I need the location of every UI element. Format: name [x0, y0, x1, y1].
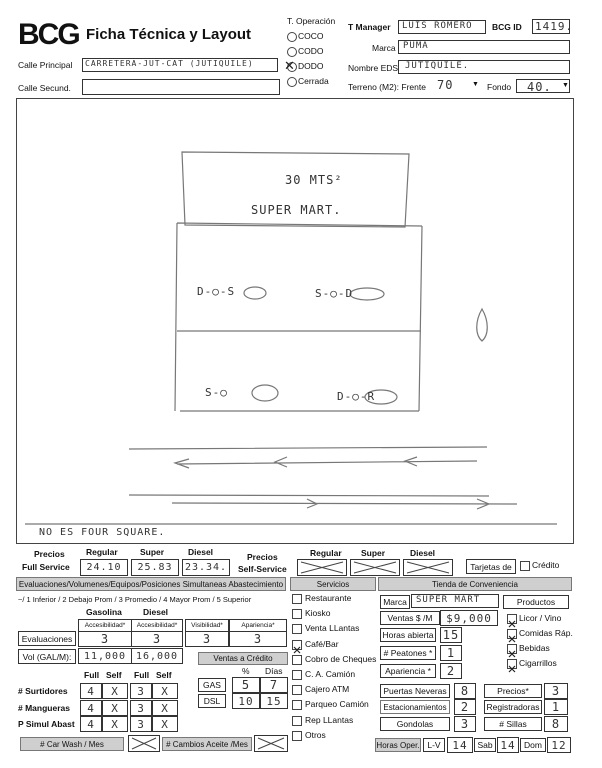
check-icon [508, 650, 516, 658]
self-col-regular: Regular [310, 548, 342, 558]
pump-label-2: S-○-D [315, 287, 354, 300]
bcg-id-field[interactable]: 1419. [532, 19, 570, 34]
simul-full-dsl[interactable]: 3 [130, 716, 152, 732]
apariencia-field[interactable]: 2 [440, 663, 462, 679]
gondolas-field[interactable]: 3 [454, 716, 476, 732]
store-marca-label: Marca [380, 595, 410, 609]
cambios-aceite-field[interactable] [254, 735, 288, 752]
radio-cerrada-label: Cerrada [298, 76, 329, 86]
precios-label: Precios* [484, 684, 542, 698]
service-checkbox[interactable] [292, 624, 302, 634]
marca-field[interactable]: PUMA [398, 40, 570, 54]
sub-visibilidad: Visibilidad* [185, 619, 229, 632]
simul-self-dsl[interactable]: X [152, 716, 178, 732]
ventas-label: Ventas $ /M [380, 611, 440, 625]
bcg-id-label: BCG ID [492, 22, 522, 32]
calle-secund-label: Calle Secund. [18, 83, 71, 93]
gasolina-header: Gasolina [86, 607, 122, 617]
vol-diesel[interactable]: 16,000 [131, 648, 183, 664]
service-checkbox[interactable] [292, 655, 302, 665]
service-checkbox[interactable] [292, 640, 302, 650]
service-checkbox[interactable] [292, 716, 302, 726]
service-checkbox[interactable] [292, 609, 302, 619]
sab-label: Sab [474, 738, 496, 752]
service-label: Kiosko [305, 608, 331, 619]
product-label: Comidas Ráp. [519, 628, 573, 638]
radio-coco-label: COCO [298, 31, 324, 41]
service-label: Venta LLantas [305, 623, 360, 634]
service-checkbox[interactable] [292, 700, 302, 710]
product-checkbox[interactable] [507, 629, 517, 639]
col-regular: Regular [86, 547, 118, 557]
service-checkbox[interactable] [292, 731, 302, 741]
horas-oper-label: Horas Oper. [375, 738, 421, 752]
equip-self-dsl: Self [156, 670, 172, 680]
check-icon [508, 635, 516, 643]
horas-abierta-field[interactable]: 15 [440, 627, 462, 643]
self-price-super[interactable] [350, 559, 400, 576]
lv-label: L-V [423, 738, 445, 752]
product-checkbox[interactable] [507, 659, 517, 669]
pump-label-4: D-○-R [337, 390, 376, 403]
frente-value[interactable]: 70 [437, 78, 454, 92]
surtidores-full-dsl[interactable]: 3 [130, 683, 152, 699]
mangueras-self-dsl[interactable]: X [152, 700, 178, 716]
dom-label: Dom [520, 738, 546, 752]
layout-drawing [17, 99, 573, 543]
registradoras-label: Registradoras [484, 700, 542, 714]
sketch-note: NO ES FOUR SQUARE. [39, 527, 166, 538]
sub-acc-gas: Accesibilidad* [78, 619, 132, 632]
self-price-label-1: Precios [247, 552, 278, 562]
peatones-field[interactable]: 1 [440, 645, 462, 661]
service-label: Otros [305, 729, 326, 740]
mangueras-self-gas[interactable]: X [102, 700, 128, 716]
eval-acc-dsl[interactable]: 3 [131, 631, 183, 647]
radio-codo[interactable] [287, 47, 297, 57]
dias-header: Días [265, 666, 283, 676]
equip-full-dsl: Full [134, 670, 150, 680]
service-label: Cobro de Cheques [305, 653, 377, 664]
horas-abierta-label: Horas abierta [380, 628, 436, 642]
t-manager-field[interactable]: LUIS ROMERO [398, 20, 486, 34]
estacionamientos-field[interactable]: 2 [454, 699, 476, 715]
evaluaciones-bar: Evaluaciones/Volumenes/Equipos/Posiciones Simultaneas Abastecimiento [16, 577, 286, 591]
full-price-label-2: Full Service [22, 562, 70, 572]
eval-visibilidad[interactable]: 3 [185, 631, 229, 647]
self-col-diesel: Diesel [410, 548, 436, 558]
service-label: Café/Bar [305, 638, 339, 649]
bcg-logo: BCG [18, 18, 79, 51]
terreno-label: Terreno (M2): Frente [348, 82, 426, 92]
t-manager-label: T Manager [348, 22, 391, 32]
dsl-dias[interactable]: 15 [260, 693, 288, 709]
ventas-field[interactable]: $9,000 [440, 610, 498, 626]
self-col-super: Super [361, 548, 386, 558]
frente-dropdown-icon[interactable]: ▼ [472, 81, 479, 88]
sub-acc-dsl: Accesibilidad* [131, 619, 183, 632]
sub-apariencia: Apariencia* [229, 619, 287, 632]
pump-label-3: S-○ [205, 386, 228, 399]
self-price-label-2: Self-Service [238, 564, 287, 574]
tienda-bar: Tienda de Conveniencia [378, 577, 572, 591]
store-area-text: 30 MTS² [285, 173, 343, 187]
product-label: Licor / Vino [519, 613, 562, 623]
product-label: Bebidas [519, 643, 550, 653]
service-label: Restaurante [305, 593, 352, 603]
fondo-dropdown-icon[interactable]: ▼ [562, 82, 569, 89]
tarjetas-label: Tarjetas de [466, 559, 516, 574]
check-mark-icon: ✕ [284, 58, 295, 73]
service-checkbox[interactable] [292, 594, 302, 604]
store-marca-field[interactable]: SUPER MART [411, 594, 499, 608]
sillas-field[interactable]: 8 [544, 716, 568, 732]
full-price-regular[interactable]: 24.10 [80, 559, 128, 576]
mangueras-label: # Mangueras [18, 703, 70, 713]
scale-legend: ~/ 1 Inferior / 2 Debajo Prom / 3 Promedio / 4 Mayor Prom / 5 Superior [18, 595, 252, 604]
full-price-diesel[interactable]: 23.34. [182, 559, 230, 576]
product-checkbox[interactable] [507, 614, 517, 624]
form-title: Ficha Técnica y Layout [86, 26, 252, 43]
neveras-field[interactable]: 8 [454, 683, 476, 699]
vol-label: Vol (GAL/M): [18, 649, 76, 664]
marca-label: Marca [372, 43, 396, 53]
pump-label-1: D-○-S [197, 285, 236, 298]
dom-field[interactable]: 12 [547, 737, 571, 753]
vol-gasolina[interactable]: 11,000 [78, 648, 132, 664]
pct-header: % [242, 666, 250, 676]
fondo-field[interactable]: 40. [516, 79, 570, 93]
service-label: C. A. Camión [305, 669, 356, 679]
servicios-bar: Servicios [290, 577, 376, 591]
eval-apariencia[interactable]: 3 [229, 631, 287, 647]
fondo-label: Fondo [487, 82, 512, 92]
gondolas-label: Gondolas [380, 717, 450, 731]
radio-cerrada[interactable] [287, 77, 297, 87]
store-name-text: SUPER MART. [251, 203, 342, 217]
sillas-label: # Sillas [484, 717, 542, 731]
car-wash-label: # Car Wash / Mes [20, 737, 124, 751]
calle-principal-field[interactable]: CARRETERA-JUT-CAT (JUTIQUILE) [82, 58, 278, 72]
equip-self-gas: Self [106, 670, 122, 680]
service-label: Cajero ATM [305, 684, 350, 695]
check-icon [508, 620, 516, 628]
service-label: Rep LLantas [305, 714, 354, 725]
sab-field[interactable]: 14 [497, 737, 519, 753]
dsl-pct[interactable]: 10 [232, 693, 260, 709]
col-diesel: Diesel [188, 547, 214, 557]
apariencia-label: Apariencia * [380, 664, 436, 678]
op-title: T. Operación [287, 16, 336, 26]
calle-secund-field[interactable] [82, 79, 280, 95]
full-price-super[interactable]: 25.83 [131, 559, 179, 576]
productos-header: Productos [503, 595, 569, 609]
full-price-label-1: Precios [34, 549, 65, 559]
gas-dias[interactable]: 7 [260, 677, 288, 693]
check-icon [508, 665, 516, 673]
registradoras-field[interactable]: 1 [544, 699, 568, 715]
ventas-credito-bar: Ventas a Crédito [198, 652, 288, 665]
diesel-header: Diesel [143, 607, 169, 617]
col-super: Super [140, 547, 165, 557]
calle-principal-label: Calle Principal [18, 60, 73, 70]
credito-checkbox[interactable] [520, 561, 530, 571]
service-checkbox[interactable] [292, 670, 302, 680]
precios-field[interactable]: 3 [544, 683, 568, 699]
product-label: Cigarrillos [519, 658, 557, 668]
self-price-diesel[interactable] [403, 559, 453, 576]
lv-field[interactable]: 14 [447, 737, 473, 753]
eds-field[interactable]: JUTIQUILE. [398, 60, 570, 74]
surtidores-label: # Surtidores [18, 686, 68, 696]
product-checkbox[interactable] [507, 644, 517, 654]
layout-sketch-area [16, 98, 574, 544]
gas-pct[interactable]: 5 [232, 677, 260, 693]
service-checkbox[interactable] [292, 685, 302, 695]
surtidores-full-gas[interactable]: 4 [80, 683, 102, 699]
radio-codo-label: CODO [298, 46, 324, 56]
equip-full-gas: Full [84, 670, 100, 680]
credito-label: Crédito [532, 560, 560, 570]
neveras-label: Puertas Neveras [380, 684, 450, 698]
gas-label: GAS [198, 678, 226, 692]
check-icon [293, 646, 301, 654]
simul-self-gas[interactable]: X [102, 716, 128, 732]
cambios-aceite-label: # Cambios Aceite /Mes [162, 737, 252, 751]
surtidores-self-dsl[interactable]: X [152, 683, 178, 699]
eval-acc-gas[interactable]: 3 [78, 631, 132, 647]
car-wash-field[interactable] [128, 735, 160, 752]
self-price-regular[interactable] [297, 559, 347, 576]
service-label: Parqueo Camión [305, 699, 369, 710]
eds-label: Nombre EDS [348, 63, 399, 73]
estacionamientos-label: Estacionamientos [380, 700, 450, 714]
mangueras-full-dsl[interactable]: 3 [130, 700, 152, 716]
evaluaciones-label: Evaluaciones [18, 631, 76, 646]
peatones-label: # Peatones * [380, 646, 436, 660]
surtidores-self-gas[interactable]: X [102, 683, 128, 699]
dsl-label: DSL [198, 694, 226, 708]
radio-dodo-label: DODO [298, 61, 324, 71]
simul-full-gas[interactable]: 4 [80, 716, 102, 732]
radio-coco[interactable] [287, 32, 297, 42]
mangueras-full-gas[interactable]: 4 [80, 700, 102, 716]
simul-abast-label: P Simul Abast [18, 719, 75, 729]
